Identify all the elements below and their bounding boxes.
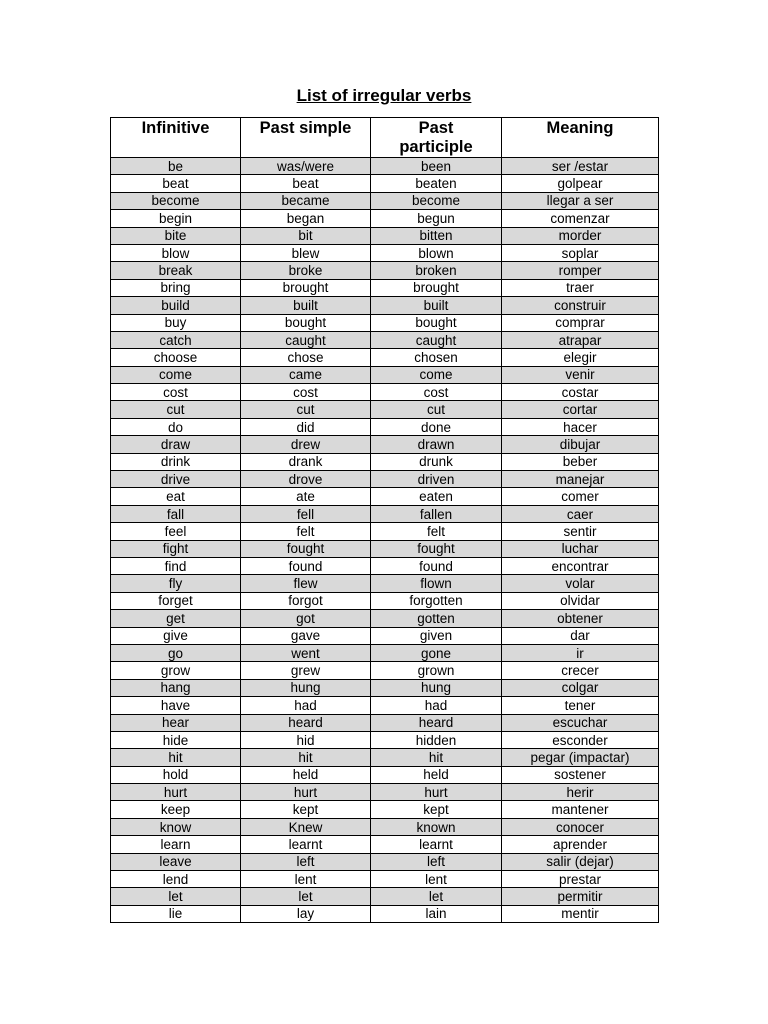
cell-past-simple: hurt — [241, 784, 371, 801]
cell-past-participle: eaten — [371, 488, 502, 505]
table-row — [111, 210, 659, 227]
cell-past-simple: began — [241, 210, 371, 227]
cell-meaning: golpear — [502, 175, 659, 192]
cell-meaning: volar — [502, 575, 659, 592]
cell-meaning: colgar — [502, 679, 659, 696]
cell-meaning: ir — [502, 644, 659, 661]
table-row — [111, 436, 659, 453]
cell-meaning: elegir — [502, 349, 659, 366]
cell-infinitive: know — [111, 818, 241, 835]
cell-past-participle: had — [371, 697, 502, 714]
cell-past-simple: drank — [241, 453, 371, 470]
table-row — [111, 349, 659, 366]
cell-past-participle: forgotten — [371, 592, 502, 609]
cell-infinitive: do — [111, 418, 241, 435]
cell-past-simple: fought — [241, 540, 371, 557]
cell-past-participle: become — [371, 192, 502, 209]
cell-past-simple: learnt — [241, 836, 371, 853]
document-title: List of irregular verbs — [296, 86, 472, 105]
cell-meaning: traer — [502, 279, 659, 296]
cell-infinitive: go — [111, 644, 241, 661]
cell-infinitive: cost — [111, 384, 241, 401]
cell-infinitive: eat — [111, 488, 241, 505]
cell-past-participle: begun — [371, 210, 502, 227]
cell-past-simple: lent — [241, 871, 371, 888]
cell-past-participle: hung — [371, 679, 502, 696]
table-row — [111, 523, 659, 540]
cell-past-participle: left — [371, 853, 502, 870]
cell-meaning: beber — [502, 453, 659, 470]
cell-past-simple: bought — [241, 314, 371, 331]
cell-past-participle: lain — [371, 905, 502, 922]
cell-infinitive: blow — [111, 244, 241, 261]
cell-infinitive: fall — [111, 505, 241, 522]
table-row — [111, 192, 659, 209]
table-row — [111, 888, 659, 905]
cell-infinitive: let — [111, 888, 241, 905]
cell-past-participle: let — [371, 888, 502, 905]
cell-past-participle: gotten — [371, 610, 502, 627]
table-row — [111, 818, 659, 835]
cell-past-participle: bitten — [371, 227, 502, 244]
cell-past-participle: drunk — [371, 453, 502, 470]
cell-past-simple: left — [241, 853, 371, 870]
cell-past-simple: forgot — [241, 592, 371, 609]
table-row — [111, 662, 659, 679]
cell-past-participle: bought — [371, 314, 502, 331]
cell-past-participle: learnt — [371, 836, 502, 853]
cell-infinitive: give — [111, 627, 241, 644]
cell-infinitive: keep — [111, 801, 241, 818]
cell-infinitive: get — [111, 610, 241, 627]
cell-infinitive: come — [111, 366, 241, 383]
cell-past-simple: kept — [241, 801, 371, 818]
cell-past-simple: beat — [241, 175, 371, 192]
table-row — [111, 244, 659, 261]
cell-past-simple: drew — [241, 436, 371, 453]
cell-past-simple: drove — [241, 471, 371, 488]
table-row — [111, 592, 659, 609]
cell-meaning: comer — [502, 488, 659, 505]
cell-meaning: mentir — [502, 905, 659, 922]
cell-meaning: obtener — [502, 610, 659, 627]
cell-past-participle: come — [371, 366, 502, 383]
table-row — [111, 418, 659, 435]
cell-past-participle: known — [371, 818, 502, 835]
cell-infinitive: hurt — [111, 784, 241, 801]
table-row — [111, 297, 659, 314]
cell-past-simple: ate — [241, 488, 371, 505]
cell-infinitive: bring — [111, 279, 241, 296]
cell-infinitive: lend — [111, 871, 241, 888]
cell-past-participle: cut — [371, 401, 502, 418]
cell-past-simple: grew — [241, 662, 371, 679]
cell-meaning: sentir — [502, 523, 659, 540]
cell-past-simple: cut — [241, 401, 371, 418]
table-row — [111, 749, 659, 766]
cell-past-participle: found — [371, 557, 502, 574]
cell-infinitive: cut — [111, 401, 241, 418]
cell-past-participle: broken — [371, 262, 502, 279]
cell-meaning: conocer — [502, 818, 659, 835]
cell-infinitive: hold — [111, 766, 241, 783]
cell-past-participle: heard — [371, 714, 502, 731]
cell-meaning: aprender — [502, 836, 659, 853]
cell-past-simple: blew — [241, 244, 371, 261]
cell-past-simple: fell — [241, 505, 371, 522]
cell-past-simple: felt — [241, 523, 371, 540]
cell-meaning: comprar — [502, 314, 659, 331]
cell-meaning: permitir — [502, 888, 659, 905]
cell-infinitive: forget — [111, 592, 241, 609]
table-row — [111, 471, 659, 488]
cell-meaning: caer — [502, 505, 659, 522]
cell-past-simple: went — [241, 644, 371, 661]
table-row — [111, 262, 659, 279]
cell-past-participle: drawn — [371, 436, 502, 453]
cell-meaning: dibujar — [502, 436, 659, 453]
cell-meaning: cortar — [502, 401, 659, 418]
cell-infinitive: become — [111, 192, 241, 209]
table-row — [111, 836, 659, 853]
table-row — [111, 610, 659, 627]
table-header-row — [111, 118, 659, 158]
cell-meaning: encontrar — [502, 557, 659, 574]
cell-meaning: costar — [502, 384, 659, 401]
cell-infinitive: hit — [111, 749, 241, 766]
cell-infinitive: catch — [111, 331, 241, 348]
cell-past-participle: blown — [371, 244, 502, 261]
cell-meaning: comenzar — [502, 210, 659, 227]
cell-past-participle: chosen — [371, 349, 502, 366]
cell-past-simple: chose — [241, 349, 371, 366]
cell-past-participle: fought — [371, 540, 502, 557]
cell-meaning: soplar — [502, 244, 659, 261]
cell-meaning: hacer — [502, 418, 659, 435]
cell-past-simple: bit — [241, 227, 371, 244]
cell-past-simple: let — [241, 888, 371, 905]
cell-infinitive: hear — [111, 714, 241, 731]
cell-past-simple: lay — [241, 905, 371, 922]
cell-past-simple: gave — [241, 627, 371, 644]
cell-past-participle: felt — [371, 523, 502, 540]
cell-past-participle: built — [371, 297, 502, 314]
cell-past-participle: fallen — [371, 505, 502, 522]
cell-meaning: construir — [502, 297, 659, 314]
table-row — [111, 227, 659, 244]
cell-past-simple: heard — [241, 714, 371, 731]
table-row — [111, 540, 659, 557]
cell-past-simple: found — [241, 557, 371, 574]
header-meaning: Meaning — [502, 118, 659, 158]
table-row — [111, 557, 659, 574]
cell-infinitive: drive — [111, 471, 241, 488]
cell-infinitive: grow — [111, 662, 241, 679]
cell-past-participle: lent — [371, 871, 502, 888]
table-row — [111, 784, 659, 801]
cell-past-simple: came — [241, 366, 371, 383]
cell-past-participle: driven — [371, 471, 502, 488]
cell-infinitive: bite — [111, 227, 241, 244]
table-row — [111, 384, 659, 401]
cell-meaning: crecer — [502, 662, 659, 679]
table-row — [111, 679, 659, 696]
cell-past-participle: kept — [371, 801, 502, 818]
cell-past-participle: done — [371, 418, 502, 435]
table-row — [111, 314, 659, 331]
cell-past-participle: hurt — [371, 784, 502, 801]
table-row — [111, 731, 659, 748]
cell-past-simple: hid — [241, 731, 371, 748]
table-row — [111, 644, 659, 661]
table-row — [111, 766, 659, 783]
table-row — [111, 505, 659, 522]
cell-infinitive: buy — [111, 314, 241, 331]
cell-past-participle: beaten — [371, 175, 502, 192]
table-row — [111, 158, 659, 175]
cell-past-participle: held — [371, 766, 502, 783]
table-row — [111, 801, 659, 818]
table-row — [111, 697, 659, 714]
table-row — [111, 853, 659, 870]
cell-meaning: olvidar — [502, 592, 659, 609]
cell-infinitive: leave — [111, 853, 241, 870]
cell-past-participle: been — [371, 158, 502, 175]
header-infinitive: Infinitive — [111, 118, 241, 158]
cell-past-simple: had — [241, 697, 371, 714]
cell-meaning: salir (dejar) — [502, 853, 659, 870]
table-row — [111, 331, 659, 348]
cell-infinitive: fly — [111, 575, 241, 592]
cell-meaning: luchar — [502, 540, 659, 557]
cell-infinitive: choose — [111, 349, 241, 366]
cell-infinitive: hang — [111, 679, 241, 696]
cell-past-simple: became — [241, 192, 371, 209]
cell-meaning: romper — [502, 262, 659, 279]
cell-meaning: atrapar — [502, 331, 659, 348]
cell-past-simple: hit — [241, 749, 371, 766]
cell-past-participle: caught — [371, 331, 502, 348]
cell-past-simple: caught — [241, 331, 371, 348]
cell-past-participle: cost — [371, 384, 502, 401]
cell-past-participle: hidden — [371, 731, 502, 748]
cell-meaning: morder — [502, 227, 659, 244]
table-row — [111, 905, 659, 922]
table-row — [111, 175, 659, 192]
cell-meaning: escuchar — [502, 714, 659, 731]
cell-infinitive: build — [111, 297, 241, 314]
cell-meaning: sostener — [502, 766, 659, 783]
cell-past-simple: got — [241, 610, 371, 627]
cell-past-simple: was/were — [241, 158, 371, 175]
cell-meaning: esconder — [502, 731, 659, 748]
cell-meaning: tener — [502, 697, 659, 714]
cell-infinitive: hide — [111, 731, 241, 748]
cell-past-simple: did — [241, 418, 371, 435]
cell-meaning: herir — [502, 784, 659, 801]
table-body — [111, 158, 659, 923]
table-row — [111, 714, 659, 731]
header-past-simple: Past simple — [241, 118, 371, 158]
table-row — [111, 401, 659, 418]
table-row — [111, 627, 659, 644]
cell-meaning: manejar — [502, 471, 659, 488]
cell-infinitive: feel — [111, 523, 241, 540]
cell-past-participle: flown — [371, 575, 502, 592]
cell-meaning: ser /estar — [502, 158, 659, 175]
cell-past-participle: hit — [371, 749, 502, 766]
cell-past-simple: brought — [241, 279, 371, 296]
table-row — [111, 871, 659, 888]
cell-past-participle: given — [371, 627, 502, 644]
cell-meaning: mantener — [502, 801, 659, 818]
cell-infinitive: have — [111, 697, 241, 714]
cell-past-simple: cost — [241, 384, 371, 401]
cell-past-simple: hung — [241, 679, 371, 696]
cell-infinitive: break — [111, 262, 241, 279]
irregular-verbs-table — [110, 117, 659, 923]
cell-infinitive: fight — [111, 540, 241, 557]
table-row — [111, 279, 659, 296]
cell-infinitive: drink — [111, 453, 241, 470]
cell-infinitive: lie — [111, 905, 241, 922]
cell-past-simple: built — [241, 297, 371, 314]
cell-infinitive: find — [111, 557, 241, 574]
cell-meaning: venir — [502, 366, 659, 383]
cell-past-simple: held — [241, 766, 371, 783]
table-row — [111, 366, 659, 383]
cell-meaning: pegar (impactar) — [502, 749, 659, 766]
cell-infinitive: be — [111, 158, 241, 175]
cell-infinitive: begin — [111, 210, 241, 227]
cell-past-simple: Knew — [241, 818, 371, 835]
cell-past-simple: broke — [241, 262, 371, 279]
cell-past-simple: flew — [241, 575, 371, 592]
table-row — [111, 575, 659, 592]
cell-meaning: dar — [502, 627, 659, 644]
table-row — [111, 488, 659, 505]
cell-meaning: llegar a ser — [502, 192, 659, 209]
cell-past-participle: grown — [371, 662, 502, 679]
cell-past-participle: gone — [371, 644, 502, 661]
cell-infinitive: beat — [111, 175, 241, 192]
cell-past-participle: brought — [371, 279, 502, 296]
cell-infinitive: draw — [111, 436, 241, 453]
cell-meaning: prestar — [502, 871, 659, 888]
table-row — [111, 453, 659, 470]
cell-infinitive: learn — [111, 836, 241, 853]
header-past-participle: Past participle — [371, 118, 502, 158]
